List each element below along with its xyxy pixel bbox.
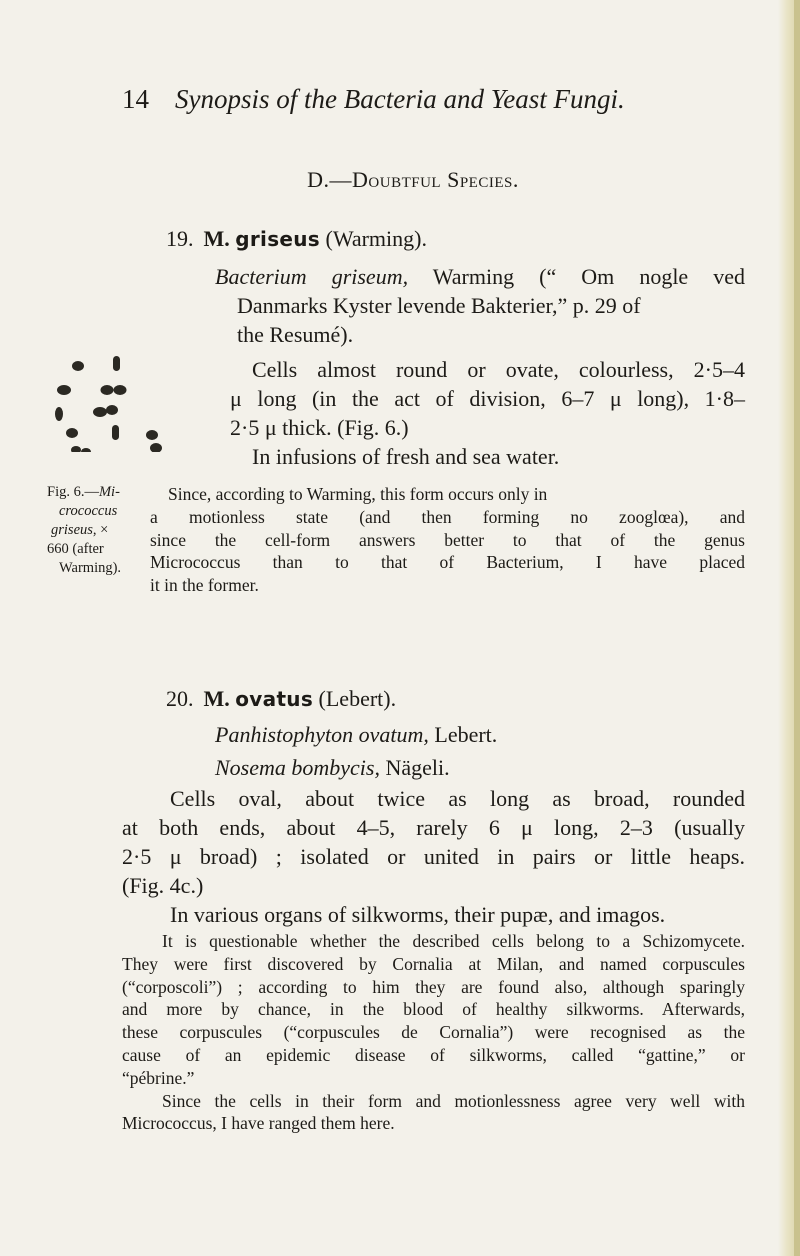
species-genus: M.: [203, 686, 230, 711]
caption-line-3: griseus, ×: [51, 522, 109, 538]
section-heading-text: D.—Doubtful Species.: [307, 167, 519, 192]
note-line-2: They were first discovered by Cornalia at Milan, and named corpuscules: [122, 953, 745, 974]
description-line-2: μ long (in the act of division, 6–7 μ long), 1·8–: [230, 386, 745, 411]
cell-mark: [57, 385, 71, 395]
cell-mark: [101, 385, 114, 395]
description-line-2: at both ends, about 4–5, rarely 6 μ long, 2–3 (usually: [122, 815, 745, 840]
cell-mark: [72, 361, 84, 371]
note-line-9: Micrococcus, I have ranged them here.: [122, 1113, 395, 1134]
note-line-3: (“corposcoli”) ; according to him they are found also, although sparingly: [122, 976, 745, 997]
synonym-line-2: Nosema bombycis, Nägeli.: [215, 755, 450, 780]
caption-line-1: Fig. 6.—Mi-: [47, 484, 120, 500]
cell-mark: [114, 385, 127, 395]
species-19-synonym: [215, 262, 745, 349]
note-line-8: Since the cells in their form and motionlessness agree very well with: [162, 1090, 745, 1111]
species-authority: (Lebert).: [318, 686, 397, 711]
habitat-line: In various organs of silkworms, their pupæ, and imagos.: [170, 902, 666, 927]
synonym-line-1: Bacterium griseum, Warming (“ Om nogle ved: [215, 264, 746, 289]
cell-mark: [113, 356, 120, 371]
note-line-7: “pébrine.”: [122, 1067, 195, 1088]
note-line-4: Micrococcus than to that of Bacterium, I have placed: [150, 552, 745, 573]
description-line-3: 2·5 μ broad) ; isolated or united in pairs or little heaps.: [122, 844, 745, 869]
note-line-6: cause of an epidemic disease of silkworms, called “gattine,” or: [122, 1044, 745, 1065]
running-head: [122, 84, 625, 115]
note-line-5: it in the former.: [150, 575, 259, 596]
description-line-1: Cells oval, about twice as long as broad, rounded: [170, 786, 745, 811]
species-19-heading: [166, 226, 427, 252]
habitat-line: In infusions of fresh and sea water.: [252, 444, 560, 469]
figure-6-illustration: [50, 352, 170, 452]
species-epithet: griseus: [235, 227, 321, 251]
species-epithet: ovatus: [235, 687, 314, 711]
cell-mark: [150, 443, 162, 452]
note-line-5: these corpuscules (“corpuscules de Cornalia”) were recognised as the: [122, 1022, 745, 1043]
note-line-2: a motionless state (and then forming no zooglœa), and: [150, 506, 745, 527]
note-line-3: since the cell-form answers better to that of the genus: [150, 529, 745, 550]
cell-mark: [55, 407, 63, 421]
description-line-3: 2·5 μ thick. (Fig. 6.): [230, 415, 409, 440]
species-authority: (Warming).: [325, 226, 427, 251]
section-heading: [0, 167, 800, 193]
species-20-description: [122, 784, 745, 929]
figure-6-caption: [47, 483, 143, 578]
cell-mark: [112, 425, 119, 440]
synonym-line-1: Panhistophyton ovatum, Lebert.: [215, 722, 498, 747]
species-20-note: [122, 930, 745, 1135]
cell-mark: [66, 428, 78, 438]
cell-mark: [81, 448, 91, 452]
species-20-heading: [166, 686, 396, 712]
species-number: 20.: [166, 686, 194, 711]
note-line-4: and more by chance, in the blood of healthy silkworms. Afterwards,: [122, 999, 745, 1020]
caption-line-5: Warming).: [59, 560, 122, 576]
species-genus: M.: [203, 226, 230, 251]
species-20-synonyms: [215, 720, 497, 782]
cell-mark: [146, 430, 158, 440]
cell-mark: [71, 446, 81, 452]
species-19-note: [150, 483, 745, 597]
note-line-1: Since, according to Warming, this form occurs only in: [168, 484, 548, 504]
description-line-1: Cells almost round or ovate, colourless, 2·5–4: [252, 357, 745, 382]
note-line-1: It is questionable whether the described cells belong to a Schizomycete.: [162, 931, 745, 951]
caption-line-4: 660 (after: [47, 541, 104, 557]
synonym-line-3: the Resumé).: [237, 322, 354, 347]
cell-mark: [106, 405, 118, 415]
caption-line-2: crococcus: [59, 503, 118, 519]
description-line-4: (Fig. 4c.): [122, 873, 204, 898]
running-title: Synopsis of the Bacteria and Yeast Fungi.: [175, 84, 625, 114]
synonym-line-2: Danmarks Kyster levende Bakterier,” p. 29 of: [237, 293, 641, 318]
species-19-description: [230, 355, 745, 471]
cell-mark: [93, 407, 107, 417]
page-number: 14: [122, 84, 149, 114]
species-number: 19.: [166, 226, 194, 251]
